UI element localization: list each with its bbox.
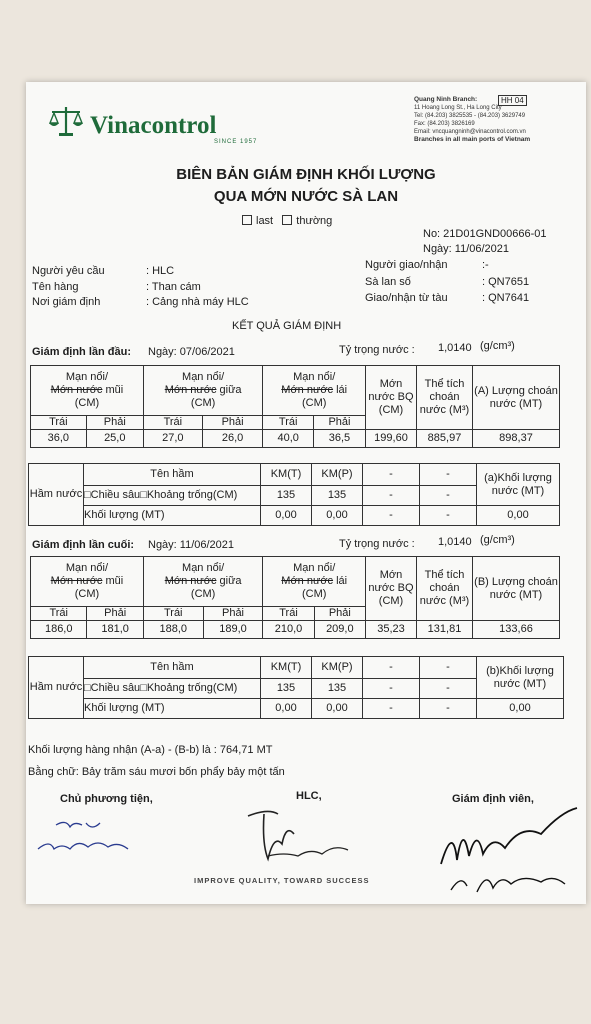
col-right: Phải xyxy=(314,607,365,621)
footer-slogan: IMPROVE QUALITY, TOWARD SUCCESS xyxy=(194,876,370,885)
first-inspection-date: Ngày: 07/06/2021 xyxy=(148,346,235,358)
col-right: Phải xyxy=(87,607,143,621)
checkbox-last[interactable] xyxy=(242,215,252,225)
first-inspection-label: Giám định lần đầu: xyxy=(32,346,132,358)
last-density-unit: (g/cm³) xyxy=(480,534,515,546)
dash-cell: - xyxy=(363,657,420,679)
col-left: Trái xyxy=(263,416,314,430)
table-cell: 189,0 xyxy=(203,621,263,639)
header-volume: Thể tích choán nước (M³) xyxy=(417,366,473,430)
header-mid: Mạn nổi/ Mớn nước giữa (CM) xyxy=(143,366,263,416)
deliver-value: :- xyxy=(482,259,489,271)
header-mean-draft: Mớn nước BQ (CM) xyxy=(366,557,417,621)
first-draft-table xyxy=(30,365,560,448)
from-ship-value: : QN7641 xyxy=(482,292,530,304)
table-cell: 36,0 xyxy=(31,430,87,448)
table-cell: 188,0 xyxy=(143,621,203,639)
col-right: Phải xyxy=(202,416,263,430)
branch-name: Quang Ninh Branch: xyxy=(414,96,478,103)
option-last-label: last xyxy=(256,215,274,227)
document-subtitle: QUA MỚN NƯỚC SÀ LAN xyxy=(213,188,399,205)
inspection-report-sheet xyxy=(26,82,586,904)
table-cell: 40,0 xyxy=(263,430,314,448)
table-cell: 25,0 xyxy=(86,430,143,448)
requester-label: Người yêu cầu xyxy=(32,265,105,277)
logo-wordmark: Vinacontrol xyxy=(90,112,217,139)
table-cell: 0,00 xyxy=(261,506,312,526)
header-mid: Mạn nổi/ Mớn nước giữa (CM) xyxy=(143,557,263,607)
tank-label: Hầm nước xyxy=(29,464,84,526)
km-right-header: KM(P) xyxy=(312,657,363,679)
table-cell: 0,00 xyxy=(261,699,312,719)
branch-fax: Fax: (84.203) 3826169 xyxy=(414,121,475,127)
header-stern: Mạn nổi/ Mớn nước lái (CM) xyxy=(263,557,366,607)
depth-option[interactable]: □Chiều sâu xyxy=(84,682,141,694)
table-cell: 210,0 xyxy=(263,621,314,639)
col-right: Phải xyxy=(313,416,365,430)
water-mass-a-label: (a)Khối lượng nước (MT) xyxy=(477,464,560,506)
table-cell: 135 xyxy=(312,486,363,506)
header-mean-draft: Mớn nước BQ (CM) xyxy=(366,366,417,430)
first-water-tank-table xyxy=(28,463,560,526)
first-density-unit: (g/cm³) xyxy=(480,340,515,352)
water-mass-b-value: 0,00 xyxy=(477,699,564,719)
table-cell: 209,0 xyxy=(314,621,365,639)
last-water-tank-table xyxy=(28,656,564,719)
place-label: Nơi giám định xyxy=(32,296,101,308)
document-number: No: 21D01GND00666-01 xyxy=(423,228,547,240)
header-bow: Mạn nổi/ Mớn nước mũi (CM) xyxy=(31,557,144,607)
table-cell: 135 xyxy=(312,679,363,699)
dash-cell: - xyxy=(363,699,420,719)
logo-since: SINCE 1957 xyxy=(214,139,258,145)
table-cell: 135 xyxy=(261,486,312,506)
barge-label: Sà lan số xyxy=(365,276,411,288)
branch-ports: Branches in all main ports of Vietnam xyxy=(414,136,531,143)
dash-cell: - xyxy=(420,486,477,506)
table-cell: 36,5 xyxy=(313,430,365,448)
checkbox-thuong[interactable] xyxy=(282,215,292,225)
header-bow: Mạn nổi/ Mớn nước mũi (CM) xyxy=(31,366,144,416)
table-cell: 181,0 xyxy=(87,621,143,639)
branch-address: 11 Hoang Long St., Ha Long City xyxy=(414,105,502,111)
last-inspection-label: Giám định lần cuối: xyxy=(32,539,135,551)
goods-label: Tên hàng xyxy=(32,281,79,293)
header-stern: Mạn nổi/ Mớn nước lái (CM) xyxy=(263,366,366,416)
first-density-value: 1,0140 xyxy=(438,342,472,354)
col-right: Phải xyxy=(203,607,263,621)
last-density-value: 1,0140 xyxy=(438,536,472,548)
depth-option[interactable]: □Chiều sâu xyxy=(84,489,141,501)
result-title: KẾT QUẢ GIÁM ĐỊNH xyxy=(232,320,342,332)
document-title: BIÊN BẢN GIÁM ĐỊNH KHỐI LƯỢNG xyxy=(176,166,436,183)
table-cell: 35,23 xyxy=(366,621,417,639)
table-cell: 133,66 xyxy=(473,621,560,639)
last-draft-table xyxy=(30,556,560,639)
inspector-signer-label: Giám định viên, xyxy=(452,793,534,805)
ullage-option[interactable]: □Khoảng trống(CM) xyxy=(140,682,238,694)
col-left: Trái xyxy=(143,416,202,430)
hlc-signature-icon xyxy=(238,804,368,869)
table-cell: 199,60 xyxy=(366,430,417,448)
table-cell: 26,0 xyxy=(202,430,263,448)
document-date: Ngày: 11/06/2021 xyxy=(423,243,510,255)
dash-cell: - xyxy=(420,679,477,699)
table-cell: 0,00 xyxy=(312,506,363,526)
total-in-words: Bằng chữ: Bảy trăm sáu mươi bốn phẩy bảy một tấn xyxy=(28,766,285,778)
col-left: Trái xyxy=(263,607,314,621)
owner-signer-label: Chủ phương tiện, xyxy=(60,793,153,805)
table-cell: 27,0 xyxy=(143,430,202,448)
table-cell: 898,37 xyxy=(473,430,560,448)
dash-cell: - xyxy=(420,699,477,719)
km-left-header: KM(T) xyxy=(261,657,312,679)
goods-value: : Than cám xyxy=(146,281,201,293)
form-code-badge: HH 04 xyxy=(498,95,527,106)
header-displacement-b: (B) Lượng choán nước (MT) xyxy=(473,557,560,621)
first-density-label: Tỷ trọng nước : xyxy=(339,344,415,356)
dash-cell: - xyxy=(420,657,477,679)
col-left: Trái xyxy=(31,607,87,621)
dash-cell: - xyxy=(363,486,420,506)
inspector-signature-icon xyxy=(431,804,581,899)
deliver-label: Người giao/nhận xyxy=(365,259,448,271)
scale-logo-icon xyxy=(48,104,84,138)
header-displacement-a: (A) Lượng choán nước (MT) xyxy=(473,366,560,430)
option-thuong-label: thường xyxy=(296,215,333,227)
requester-value: : HLC xyxy=(146,265,175,277)
owner-signature-icon xyxy=(36,817,146,862)
mass-row-label: Khối lượng (MT) xyxy=(84,506,261,526)
table-cell: 131,81 xyxy=(417,621,473,639)
col-right: Phải xyxy=(86,416,143,430)
branch-email: Email: vncquangninh@vinacontrol.com.vn xyxy=(414,129,526,135)
place-value: : Cảng nhà máy HLC xyxy=(146,296,249,308)
mass-row-label: Khối lượng (MT) xyxy=(84,699,261,719)
tank-label: Hầm nước xyxy=(29,657,84,719)
col-left: Trái xyxy=(143,607,203,621)
dash-cell: - xyxy=(363,506,420,526)
tank-name-header: Tên hầm xyxy=(84,657,261,679)
dash-cell: - xyxy=(363,464,420,486)
water-mass-b-label: (b)Khối lượng nước (MT) xyxy=(477,657,564,699)
table-cell: 135 xyxy=(261,679,312,699)
type-options xyxy=(242,215,332,227)
table-cell: 186,0 xyxy=(31,621,87,639)
dash-cell: - xyxy=(363,679,420,699)
last-density-label: Tỷ trọng nước : xyxy=(339,538,415,550)
from-ship-label: Giao/nhận từ tàu xyxy=(365,292,448,304)
dash-cell: - xyxy=(420,506,477,526)
dash-cell: - xyxy=(420,464,477,486)
table-cell: 0,00 xyxy=(312,699,363,719)
km-right-header: KM(P) xyxy=(312,464,363,486)
total-mass: Khối lượng hàng nhận (A-a) - (B-b) là : 764,71 MT xyxy=(28,744,273,756)
tank-name-header: Tên hầm xyxy=(84,464,261,486)
water-mass-a-value: 0,00 xyxy=(477,506,560,526)
col-left: Trái xyxy=(31,416,87,430)
table-cell: 885,97 xyxy=(417,430,473,448)
hlc-signer-label: HLC, xyxy=(296,790,322,802)
header-volume: Thể tích choán nước (M³) xyxy=(417,557,473,621)
branch-tel: Tel: (84.203) 3825535 - (84.203) 3629749 xyxy=(414,113,526,119)
ullage-option[interactable]: □Khoảng trống(CM) xyxy=(140,489,238,501)
km-left-header: KM(T) xyxy=(261,464,312,486)
last-inspection-date: Ngày: 11/06/2021 xyxy=(148,539,235,551)
barge-value: : QN7651 xyxy=(482,276,530,288)
